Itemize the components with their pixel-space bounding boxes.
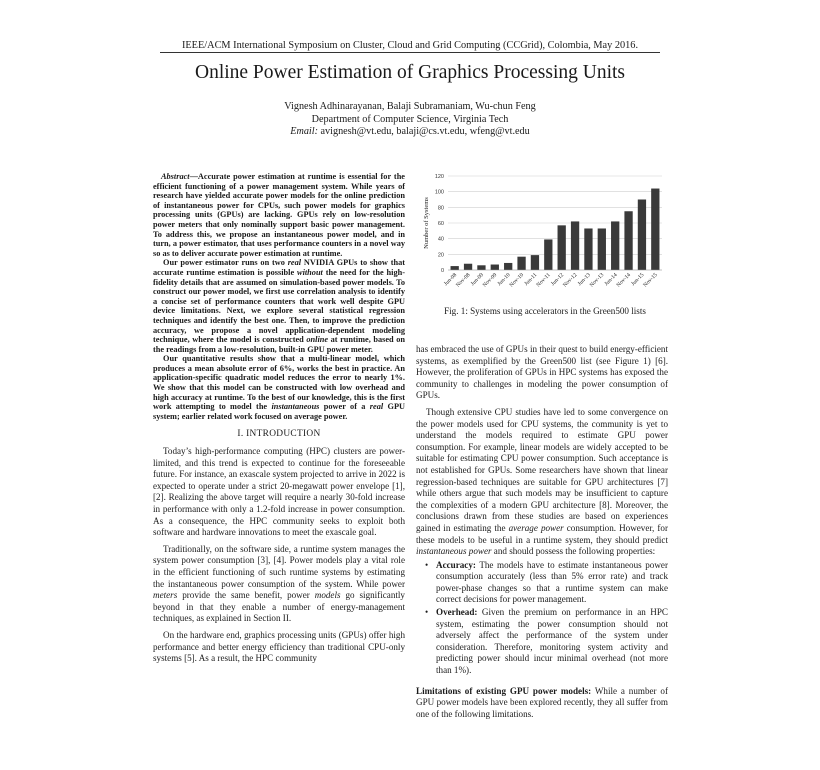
abstract-text-3c: GPU system; earlier related work focused on average power. bbox=[153, 402, 406, 421]
email-label: Email: bbox=[290, 126, 318, 137]
intro-paragraph-3: On the hardware end, graphics processing units (GPUs) offer high performance and better energy efficiency than traditional CPU-only systems [5]. As a result, the HPC community bbox=[153, 629, 405, 664]
y-tick-label: 40 bbox=[437, 236, 444, 243]
email-line bbox=[150, 126, 670, 139]
bar bbox=[477, 265, 485, 270]
y-tick-label: 0 bbox=[440, 268, 444, 274]
bullet-icon: • bbox=[425, 559, 429, 570]
bar bbox=[558, 225, 566, 270]
bar bbox=[624, 211, 632, 270]
bar bbox=[451, 266, 459, 270]
conference-header: IEEE/ACM International Symposium on Cluster, Cloud and Grid Computing (CCGrid), Colombia, May 2016. bbox=[160, 40, 660, 53]
figure-caption: Fig. 1: Systems using accelerators in the Green500 lists bbox=[444, 306, 646, 316]
x-tick-label: Nov-11 bbox=[535, 272, 552, 289]
bullet-label-accuracy: Accuracy: bbox=[436, 559, 476, 570]
right-text-2b: consumption. However, for these models to be useful in a runtime system, they should predict bbox=[416, 522, 668, 545]
x-tick-label: Jun-09 bbox=[469, 272, 485, 288]
y-axis-label: Number of Systems bbox=[423, 197, 430, 249]
x-tick-label: Nov-15 bbox=[642, 272, 659, 289]
right-paragraph-2 bbox=[416, 407, 668, 558]
bar bbox=[531, 255, 539, 270]
right-text-2c: and should possess the following properties: bbox=[491, 546, 656, 557]
bar bbox=[638, 200, 646, 271]
left-column bbox=[153, 172, 405, 665]
abstract-text-1: —Accurate power estimation at runtime is essential for the efficient functioning of a power management system. While years of research have yielded accurate power models for the online prediction of instantaneous power for CPUs, such power models for graphics processing units (GPUs) are lacking. GPUs rely on low-resolution power meters that only nominally support basic power management. To address this, we propose an instantaneous power model, and in turn, a power estimator, that uses performance counters in a novel way so as to deliver accurate power estimation at runtime. bbox=[153, 172, 405, 258]
bar bbox=[598, 228, 606, 270]
bar bbox=[504, 263, 512, 270]
x-tick-label: Nov-10 bbox=[508, 272, 525, 289]
bar bbox=[651, 189, 659, 270]
abstract-text-2c: the need for the high-fidelity details that are assumed on simulation-based power models. To construct our power model, we first use correlation analysis to identify a concise set of performance counters that work well despite GPU device limitations. Next, we explore several statistical regression techniques and identify the best one. Then, to improve the prediction accuracy, we propose a novel application-dependent modeling technique, where the model is constructed bbox=[153, 267, 405, 345]
bar bbox=[611, 221, 619, 270]
bar bbox=[464, 264, 472, 270]
bar bbox=[517, 257, 525, 270]
affiliation: Department of Computer Science, Virginia Tech bbox=[311, 113, 509, 125]
email-addresses: avignesh@vt.edu, balaji@cs.vt.edu, wfeng@vt.edu bbox=[320, 126, 530, 137]
paper-title: Online Power Estimation of Graphics Processing Units bbox=[194, 62, 626, 83]
x-tick-label: Jun-13 bbox=[576, 272, 592, 288]
bar bbox=[491, 265, 499, 270]
x-tick-label: Nov-14 bbox=[615, 272, 632, 289]
bullet-icon: • bbox=[425, 607, 429, 618]
x-tick-label: Jun-10 bbox=[496, 272, 512, 288]
x-tick-label: Jun-08 bbox=[443, 272, 459, 288]
abstract-text-2a: Our power estimator runs on two bbox=[163, 258, 288, 268]
author-names: Vignesh Adhinarayanan, Balaji Subramaniam, Wu-chun Feng bbox=[284, 101, 536, 112]
x-tick-label: Nov-12 bbox=[562, 272, 579, 289]
properties-list bbox=[416, 560, 668, 677]
abstract-text-3b: power of a bbox=[319, 402, 370, 412]
abstract-emph-online: online bbox=[306, 335, 329, 345]
x-tick-label: Nov-09 bbox=[481, 272, 499, 289]
abstract-text-2b: NVIDIA GPUs to show that accurate runtime estimation is possible bbox=[153, 258, 405, 277]
x-tick-label: Jun-15 bbox=[630, 272, 646, 288]
right-column bbox=[416, 344, 668, 730]
bar bbox=[571, 221, 579, 270]
y-tick-label: 100 bbox=[434, 189, 444, 196]
author-block bbox=[150, 101, 670, 139]
y-tick-label: 80 bbox=[437, 205, 444, 212]
section-heading-introduction: I. INTRODUCTION bbox=[237, 429, 321, 440]
bar bbox=[544, 239, 552, 270]
abstract-emph-real-2: real bbox=[369, 402, 384, 412]
intro-text-2c: go significantly beyond in that they enable a number of energy-management techniques, as explained in Section II. bbox=[153, 590, 405, 624]
bullet-label-overhead: Overhead: bbox=[436, 607, 478, 618]
y-tick-label: 20 bbox=[437, 252, 444, 259]
limitations-text: While a number of GPU power models have been explored recently, they all suffer from one of the following limitations. bbox=[416, 685, 668, 719]
bullet-text-overhead: Given the premium on performance in an HPC system, estimating the power consumption should not adversely affect the performance of the system under consideration. Therefore, monitoring system activity and predicting power should incur minimal overhead (not more than 1%). bbox=[436, 607, 668, 676]
abstract-emph-without: without bbox=[297, 267, 323, 277]
list-item bbox=[416, 560, 668, 606]
bar bbox=[584, 228, 592, 270]
intro-emph-models: models bbox=[314, 590, 341, 601]
y-tick-label: 60 bbox=[437, 221, 444, 227]
intro-emph-meters: meters bbox=[153, 590, 178, 601]
abstract-emph-real: real bbox=[287, 258, 302, 268]
abstract-emph-instantaneous: instantaneous bbox=[271, 402, 320, 412]
x-tick-label: Jun-11 bbox=[523, 272, 539, 288]
list-item bbox=[416, 607, 668, 677]
abstract-text-3a: Our quantitative results show that a multi-linear model, which produces a mean absolute error of 6%, works the best in practice. An application-specific quadratic model reduces the error to nearly 1%. We show that this model can be constructed with low overhead and high accuracy at runtime. To the best of our knowledge, this is the first work attempting to model the bbox=[153, 354, 405, 412]
abstract bbox=[153, 172, 405, 421]
abstract-text-2d: at runtime, based on the readings from a low-resolution, built-in GPU power meter. bbox=[153, 335, 405, 354]
bullet-text-accuracy: The models have to estimate instantaneous power consumption accurately (less than 5% error rate) and track power-phase changes so that a runtime system can make correct decisions for power management. bbox=[436, 559, 668, 605]
right-emph-instantaneous-power: instantaneous power bbox=[416, 546, 492, 557]
abstract-lead: Abstract bbox=[161, 172, 190, 181]
limitations-paragraph bbox=[416, 686, 668, 721]
abstract-paragraph-1 bbox=[153, 172, 405, 258]
intro-paragraph-1: Today’s high-performance computing (HPC) clusters are power-limited, and this trend is expected to continue for the foreseeable future. For instance, an exascale system projected to arrive in 2022 is expected to operate under a strict 20-megawatt power envelope [1], [2]. Realizing the above target will require a nearly 30-fold increase in performance with only a 1.2-fold increase in power consumption. As a consequence, the HPC community seeks to exploit both software and hardware innovations to meet the exascale goal. bbox=[153, 446, 405, 538]
right-emph-average-power: average power bbox=[508, 522, 564, 533]
intro-paragraph-2 bbox=[153, 544, 405, 625]
intro-text-2a: Traditionally, on the software side, a runtime system manages the system power consumption [3], [4]. Power models play a vital role in the efficient functioning of such runtime systems by estimating the instantaneous power consumption of the system. While power bbox=[153, 543, 405, 589]
abstract-paragraph-2 bbox=[153, 258, 405, 354]
right-paragraph-1: has embraced the use of GPUs in their quest to build energy-efficient systems, as exemplified by the Green500 list (see Figure 1) [6]. However, the proliferation of GPUs in HPC systems has exposed the community to challenges in modeling the power consumption of GPUs. bbox=[416, 344, 668, 401]
green500-bar-chart bbox=[420, 168, 670, 303]
right-text-2a: Though extensive CPU studies have led to some convergence on the power models used for CPU systems, the community is yet to understand the models required to estimate GPU power consumption. For example, linear models are widely accepted to be suitable for estimating CPU power consumption. Such acceptance is not established for GPUs. Some researchers have shown that linear regression-based techniques are suitable for GPU architectures [7] while others argue that such models may be insufficient to capture the complexities of a modern GPU architecture [8]. Moreover, the conclusions drawn from these studies are based on experiences gained in estimating the bbox=[416, 406, 668, 533]
figure-1 bbox=[420, 168, 670, 328]
intro-text-2b: provide the same benefit, power bbox=[177, 590, 315, 601]
x-tick-label: Nov-13 bbox=[588, 272, 606, 289]
x-tick-label: Nov-08 bbox=[455, 272, 472, 289]
x-tick-label: Jun-14 bbox=[603, 272, 619, 288]
abstract-paragraph-3 bbox=[153, 354, 405, 421]
limitations-label: Limitations of existing GPU power models: bbox=[416, 685, 592, 696]
y-tick-label: 120 bbox=[434, 174, 444, 180]
x-tick-label: Jun-12 bbox=[550, 272, 566, 288]
